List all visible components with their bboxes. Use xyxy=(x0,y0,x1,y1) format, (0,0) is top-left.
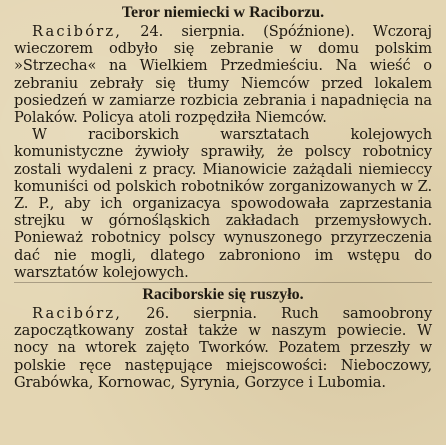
article1-paragraph-2: W raciborskich warsztatach kolejowych komunistyczne żywioły sprawiły, że polscy robotnicy zostali wydaleni z pracy. Mianowicie zażądali niemieccy komuniści od polskich robotników zorganizowanych w Z. Z. P., aby ich organizacya spowodowała zaprzestania strejku w górnośląskich zakładach przemysłowych. Ponieważ robotnicy polscy wynuszonego przyrzeczenia dać nie mogli, dlatego zabroniono im wstępu do warsztatów kolejowych. xyxy=(14,126,432,281)
article2-dateline: Racibórz, xyxy=(32,305,123,323)
article1-dateline: Racibórz, xyxy=(32,23,123,40)
article1-paragraph-1-text: 24. sierpnia. (Spóźnione). Wczoraj wieczorem odbyło się zebranie w domu polskim »Strzecha« na Wielkiem Przedmieściu. Na wieść o zebraniu zebrały się tłumy Niemców przed lokalem posiedzeń w zamiarze rozbicia zebrania i napadnięcia na Polaków. Policya atoli rozpędziła Niemców. xyxy=(14,23,432,127)
article1-paragraph-1 xyxy=(14,23,432,126)
article-headline-1: Teror niemiecki w Raciborzu. xyxy=(121,4,325,21)
section-divider xyxy=(14,282,432,283)
article2-paragraph-1-text: 26. sierpnia. Ruch samoobrony zapoczątkowany został także w naszym powiecie. W nocy na wtorek zajęto Tworków. Pozatem przeszły w polskie ręce następujące miejscowości: Nieboczowy, Grabówka, Kornowac, Syrynia, Gorzyce i Lubomia. xyxy=(14,305,432,391)
article-headline-2: Raciborskie się ruszyło. xyxy=(142,286,304,304)
article2-paragraph-1 xyxy=(14,305,432,391)
